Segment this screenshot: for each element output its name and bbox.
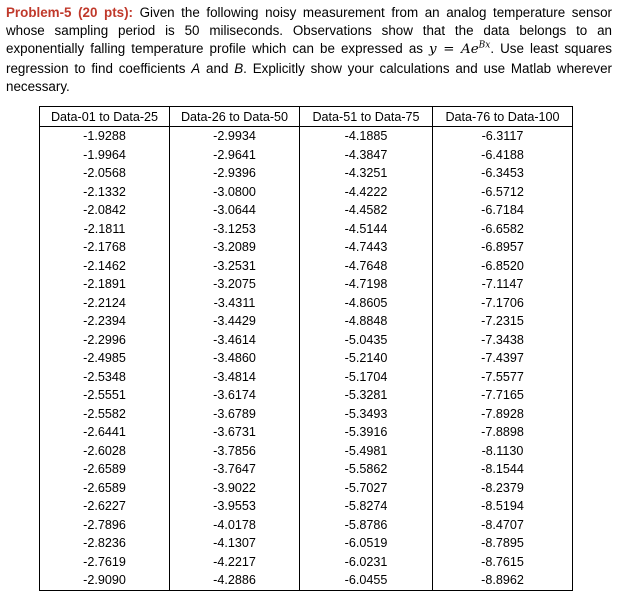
table-row <box>40 146 573 165</box>
table-row <box>40 553 573 572</box>
table-row <box>40 460 573 479</box>
table-row <box>40 164 573 183</box>
table-cell: -5.7027 <box>300 479 433 498</box>
table-cell: -4.3847 <box>300 146 433 165</box>
equation-base: e <box>470 42 479 58</box>
table-cell: -3.1253 <box>170 220 300 239</box>
table-cell: -8.1130 <box>433 442 573 461</box>
table-row <box>40 497 573 516</box>
table-cell: -8.4707 <box>433 516 573 535</box>
table-cell: -4.3251 <box>300 164 433 183</box>
table-row <box>40 571 573 590</box>
table-cell: -2.5348 <box>40 368 170 387</box>
table-cell: -5.3916 <box>300 423 433 442</box>
table-cell: -6.0519 <box>300 534 433 553</box>
table-cell: -2.9396 <box>170 164 300 183</box>
problem-statement <box>6 4 612 96</box>
column-header: Data-01 to Data-25 <box>40 107 170 127</box>
table-cell: -8.8962 <box>433 571 573 590</box>
table-row <box>40 534 573 553</box>
table-cell: -8.5194 <box>433 497 573 516</box>
table-cell: -2.9641 <box>170 146 300 165</box>
equation-sign: = <box>436 42 462 58</box>
table-row <box>40 312 573 331</box>
table-cell: -5.3493 <box>300 405 433 424</box>
table-row <box>40 220 573 239</box>
table-cell: -3.4614 <box>170 331 300 350</box>
table-cell: -4.1885 <box>300 127 433 146</box>
table-cell: -7.3438 <box>433 331 573 350</box>
table-cell: -4.4222 <box>300 183 433 202</box>
table-cell: -7.4397 <box>433 349 573 368</box>
table-cell: -5.8274 <box>300 497 433 516</box>
table-cell: -2.4985 <box>40 349 170 368</box>
table-cell: -2.5582 <box>40 405 170 424</box>
table-cell: -4.8848 <box>300 312 433 331</box>
table-cell: -5.1704 <box>300 368 433 387</box>
table-cell: -2.2996 <box>40 331 170 350</box>
table-cell: -3.7856 <box>170 442 300 461</box>
table-row <box>40 442 573 461</box>
table-cell: -3.0644 <box>170 201 300 220</box>
table-cell: -4.2217 <box>170 553 300 572</box>
table-cell: -5.8786 <box>300 516 433 535</box>
table-cell: -1.9964 <box>40 146 170 165</box>
table-cell: -6.4188 <box>433 146 573 165</box>
table-cell: -3.4860 <box>170 349 300 368</box>
table-cell: -8.1544 <box>433 460 573 479</box>
table-cell: -3.0800 <box>170 183 300 202</box>
table-row <box>40 294 573 313</box>
and-text: and <box>200 60 235 76</box>
table-cell: -2.6589 <box>40 460 170 479</box>
table-cell: -2.0842 <box>40 201 170 220</box>
table-cell: -2.9934 <box>170 127 300 146</box>
table-cell: -7.2315 <box>433 312 573 331</box>
table-cell: -4.1307 <box>170 534 300 553</box>
problem-outro-2: . Explicitly show your calculations and use Matlab wherever necessary. <box>6 60 612 94</box>
problem-intro: Given the following noisy measurement from an analog temperature sensor whose sampling period is 50 miliseconds. Observations show that the data belongs to an exponentially falling temperature profile which can be expressed as <box>6 5 612 57</box>
table-cell: -6.5712 <box>433 183 573 202</box>
table-cell: -2.7896 <box>40 516 170 535</box>
equation-end: . <box>490 41 495 57</box>
table-cell: -3.9553 <box>170 497 300 516</box>
table-body <box>40 127 573 591</box>
table-row <box>40 275 573 294</box>
table-row <box>40 516 573 535</box>
column-header: Data-76 to Data-100 <box>433 107 573 127</box>
table-cell: -7.1706 <box>433 294 573 313</box>
table-cell: -7.7165 <box>433 386 573 405</box>
coef-b: B <box>234 60 244 76</box>
table-cell: -5.2140 <box>300 349 433 368</box>
table-row <box>40 386 573 405</box>
table-cell: -5.5862 <box>300 460 433 479</box>
table-cell: -2.7619 <box>40 553 170 572</box>
table-cell: -6.3453 <box>433 164 573 183</box>
table-row <box>40 257 573 276</box>
table-cell: -5.4981 <box>300 442 433 461</box>
table-cell: -5.0435 <box>300 331 433 350</box>
table-row <box>40 238 573 257</box>
table-cell: -2.1768 <box>40 238 170 257</box>
table-cell: -2.1811 <box>40 220 170 239</box>
table-cell: -3.2531 <box>170 257 300 276</box>
table-cell: -6.3117 <box>433 127 573 146</box>
table-cell: -3.6789 <box>170 405 300 424</box>
table-cell: -4.7443 <box>300 238 433 257</box>
table-row <box>40 331 573 350</box>
table-cell: -6.6582 <box>433 220 573 239</box>
equation-exponent: Bx <box>478 40 491 51</box>
table-cell: -4.4582 <box>300 201 433 220</box>
coef-a: A <box>191 60 201 76</box>
equation-coef: A <box>461 42 471 58</box>
table-cell: -4.2886 <box>170 571 300 590</box>
table-cell: -8.7895 <box>433 534 573 553</box>
table-cell: -6.7184 <box>433 201 573 220</box>
table-cell: -2.1462 <box>40 257 170 276</box>
table-cell: -3.2075 <box>170 275 300 294</box>
table-cell: -3.4311 <box>170 294 300 313</box>
table-cell: -7.8928 <box>433 405 573 424</box>
table-cell: -6.0231 <box>300 553 433 572</box>
table-cell: -4.8605 <box>300 294 433 313</box>
table-cell: -2.1891 <box>40 275 170 294</box>
table-cell: -6.0455 <box>300 571 433 590</box>
table-cell: -7.8898 <box>433 423 573 442</box>
table-cell: -4.5144 <box>300 220 433 239</box>
column-header: Data-51 to Data-75 <box>300 107 433 127</box>
header-row <box>40 107 573 127</box>
table-row <box>40 423 573 442</box>
table-cell: -3.6731 <box>170 423 300 442</box>
table-cell: -4.7198 <box>300 275 433 294</box>
table-cell: -2.6441 <box>40 423 170 442</box>
table-cell: -3.2089 <box>170 238 300 257</box>
table-cell: -8.2379 <box>433 479 573 498</box>
table-cell: -3.4814 <box>170 368 300 387</box>
table-cell: -6.8520 <box>433 257 573 276</box>
table-cell: -3.7647 <box>170 460 300 479</box>
table-cell: -5.3281 <box>300 386 433 405</box>
table-row <box>40 368 573 387</box>
table-cell: -2.1332 <box>40 183 170 202</box>
table-row <box>40 183 573 202</box>
table-cell: -6.8957 <box>433 238 573 257</box>
table-cell: -2.6028 <box>40 442 170 461</box>
table-cell: -4.0178 <box>170 516 300 535</box>
table-cell: -2.2124 <box>40 294 170 313</box>
table-cell: -4.7648 <box>300 257 433 276</box>
problem-outro-1: Use least squares regression to find coefficients <box>6 41 613 76</box>
table-cell: -7.5577 <box>433 368 573 387</box>
table-row <box>40 479 573 498</box>
table-row <box>40 201 573 220</box>
problem-title: Problem-5 (20 pts): <box>6 5 134 20</box>
table-cell: -2.9090 <box>40 571 170 590</box>
table-row <box>40 349 573 368</box>
table-cell: -2.8236 <box>40 534 170 553</box>
equation <box>429 42 490 57</box>
table-cell: -3.9022 <box>170 479 300 498</box>
table-cell: -2.6589 <box>40 479 170 498</box>
table-cell: -3.4429 <box>170 312 300 331</box>
equation-lhs: y <box>429 42 437 58</box>
column-header: Data-26 to Data-50 <box>170 107 300 127</box>
table-row <box>40 127 573 146</box>
table-row <box>40 405 573 424</box>
table-cell: -1.9288 <box>40 127 170 146</box>
data-table <box>39 106 573 591</box>
table-cell: -7.1147 <box>433 275 573 294</box>
table-cell: -2.0568 <box>40 164 170 183</box>
table-cell: -3.6174 <box>170 386 300 405</box>
table-cell: -8.7615 <box>433 553 573 572</box>
table-cell: -2.6227 <box>40 497 170 516</box>
table-cell: -2.5551 <box>40 386 170 405</box>
table-cell: -2.2394 <box>40 312 170 331</box>
